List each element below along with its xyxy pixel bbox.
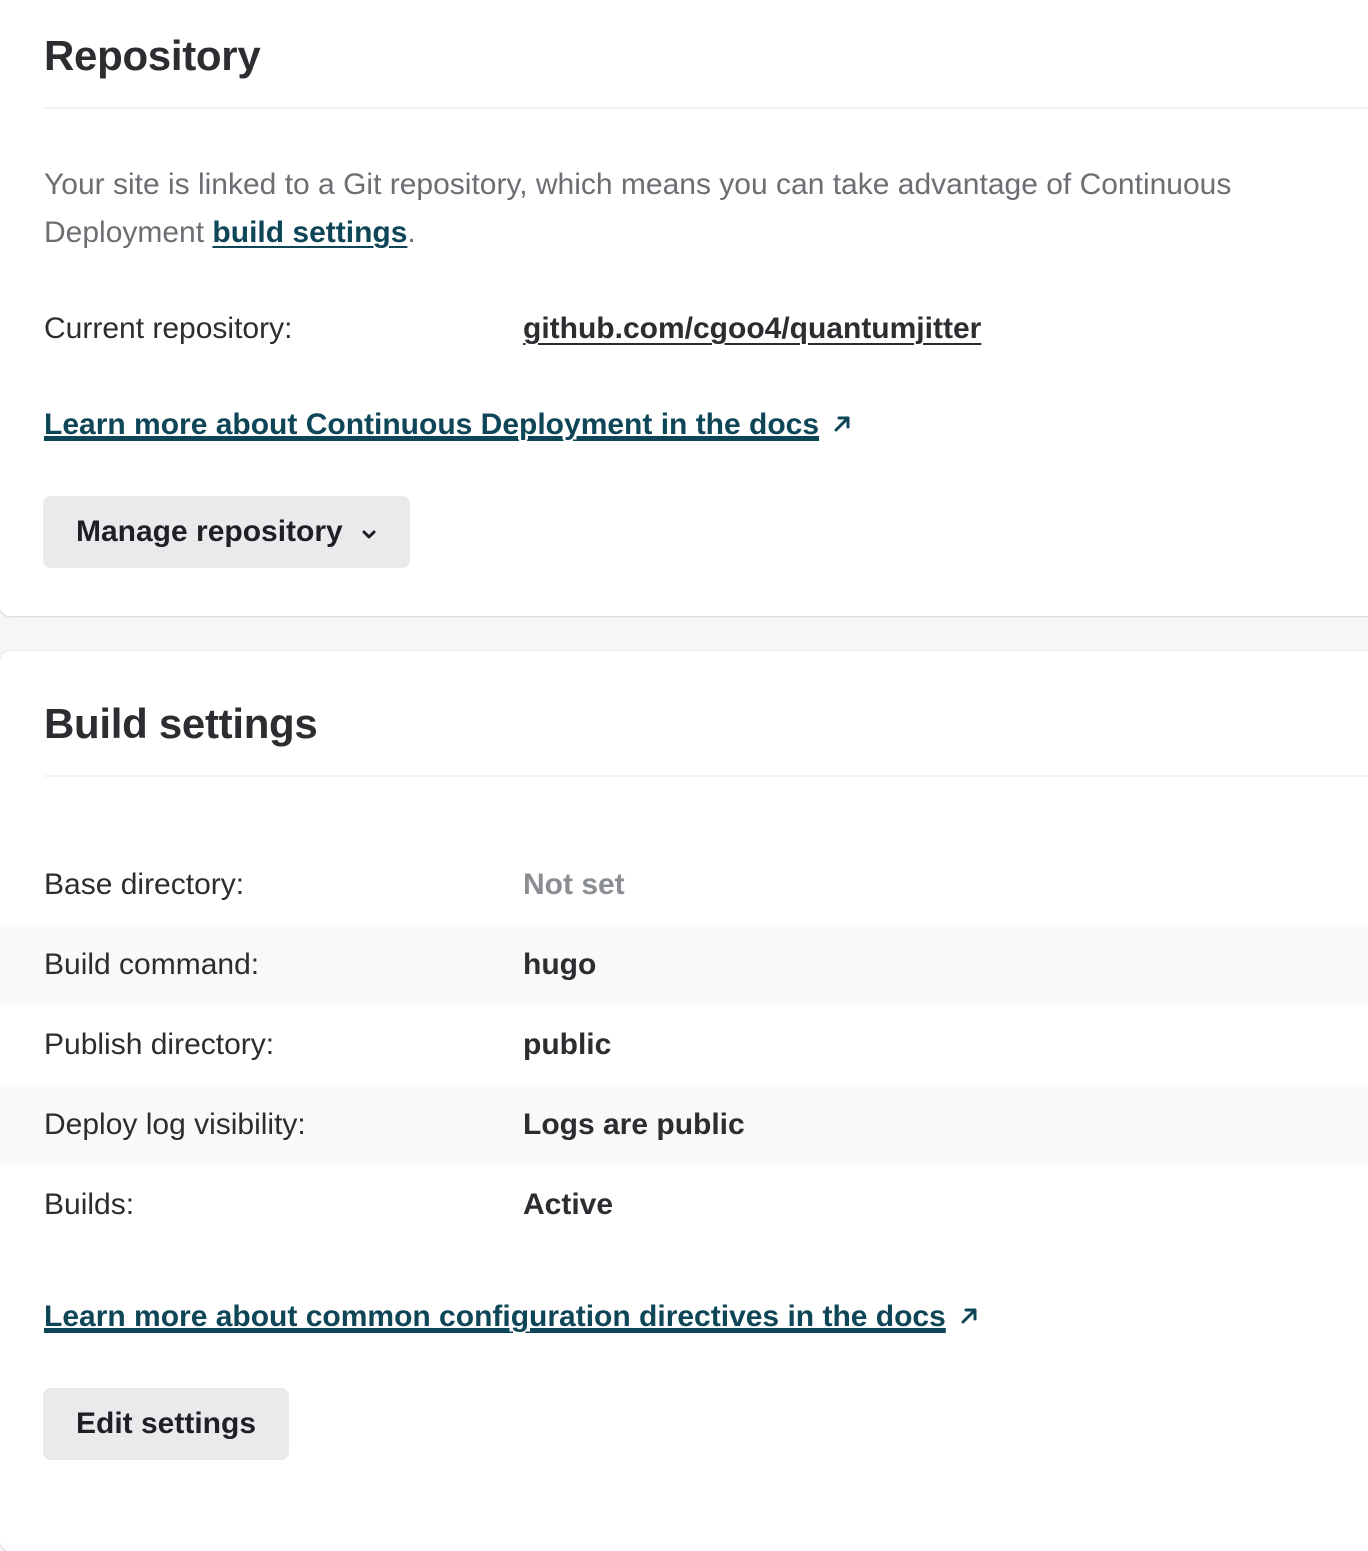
manage-repository-button[interactable] bbox=[43, 496, 410, 568]
repository-description-end: . bbox=[407, 216, 416, 249]
setting-label: Publish directory: bbox=[44, 1028, 275, 1061]
setting-row-builds bbox=[0, 1165, 1368, 1245]
repository-divider bbox=[44, 107, 1368, 109]
external-link-icon bbox=[831, 406, 853, 446]
edit-settings-button[interactable]: Edit settings bbox=[43, 1388, 289, 1460]
current-repository-row bbox=[0, 289, 1368, 369]
repository-description-text: Your site is linked to a Git repository, which means you can take advantage of Continuous Deployment bbox=[44, 168, 1232, 249]
setting-value: public bbox=[523, 1028, 612, 1061]
build-settings-divider bbox=[44, 775, 1368, 777]
setting-row-publish-directory bbox=[0, 1005, 1368, 1085]
setting-label: Build command: bbox=[44, 948, 260, 981]
configuration-directives-docs-link[interactable] bbox=[44, 1297, 980, 1338]
repository-description bbox=[44, 161, 1344, 257]
setting-value: hugo bbox=[523, 948, 597, 981]
repository-title: Repository bbox=[44, 32, 261, 79]
chevron-down-icon bbox=[361, 515, 377, 549]
setting-label: Base directory: bbox=[44, 868, 245, 901]
continuous-deployment-docs-label: Learn more about Continuous Deployment in the docs bbox=[44, 408, 820, 441]
setting-value: Logs are public bbox=[523, 1108, 745, 1141]
setting-value: Active bbox=[523, 1188, 614, 1221]
setting-value: Not set bbox=[523, 868, 625, 901]
repository-card bbox=[0, 0, 1368, 616]
setting-label: Deploy log visibility: bbox=[44, 1108, 306, 1141]
setting-row-build-command bbox=[0, 925, 1368, 1005]
setting-row-deploy-log-visibility bbox=[0, 1085, 1368, 1165]
build-settings-title: Build settings bbox=[44, 700, 318, 747]
current-repository-link[interactable]: github.com/cgoo4/quantumjitter bbox=[523, 312, 982, 345]
build-settings-link[interactable]: build settings bbox=[212, 216, 408, 249]
continuous-deployment-docs-link[interactable] bbox=[44, 405, 853, 446]
configuration-directives-docs-label: Learn more about common configuration directives in the docs bbox=[44, 1300, 946, 1333]
current-repository-value bbox=[523, 289, 981, 369]
external-link-icon bbox=[958, 1298, 980, 1338]
setting-label: Builds: bbox=[44, 1188, 135, 1221]
manage-repository-label: Manage repository bbox=[76, 515, 343, 548]
build-settings-card bbox=[0, 651, 1368, 1551]
setting-row-base-directory bbox=[0, 845, 1368, 925]
current-repository-label: Current repository: bbox=[44, 312, 293, 345]
